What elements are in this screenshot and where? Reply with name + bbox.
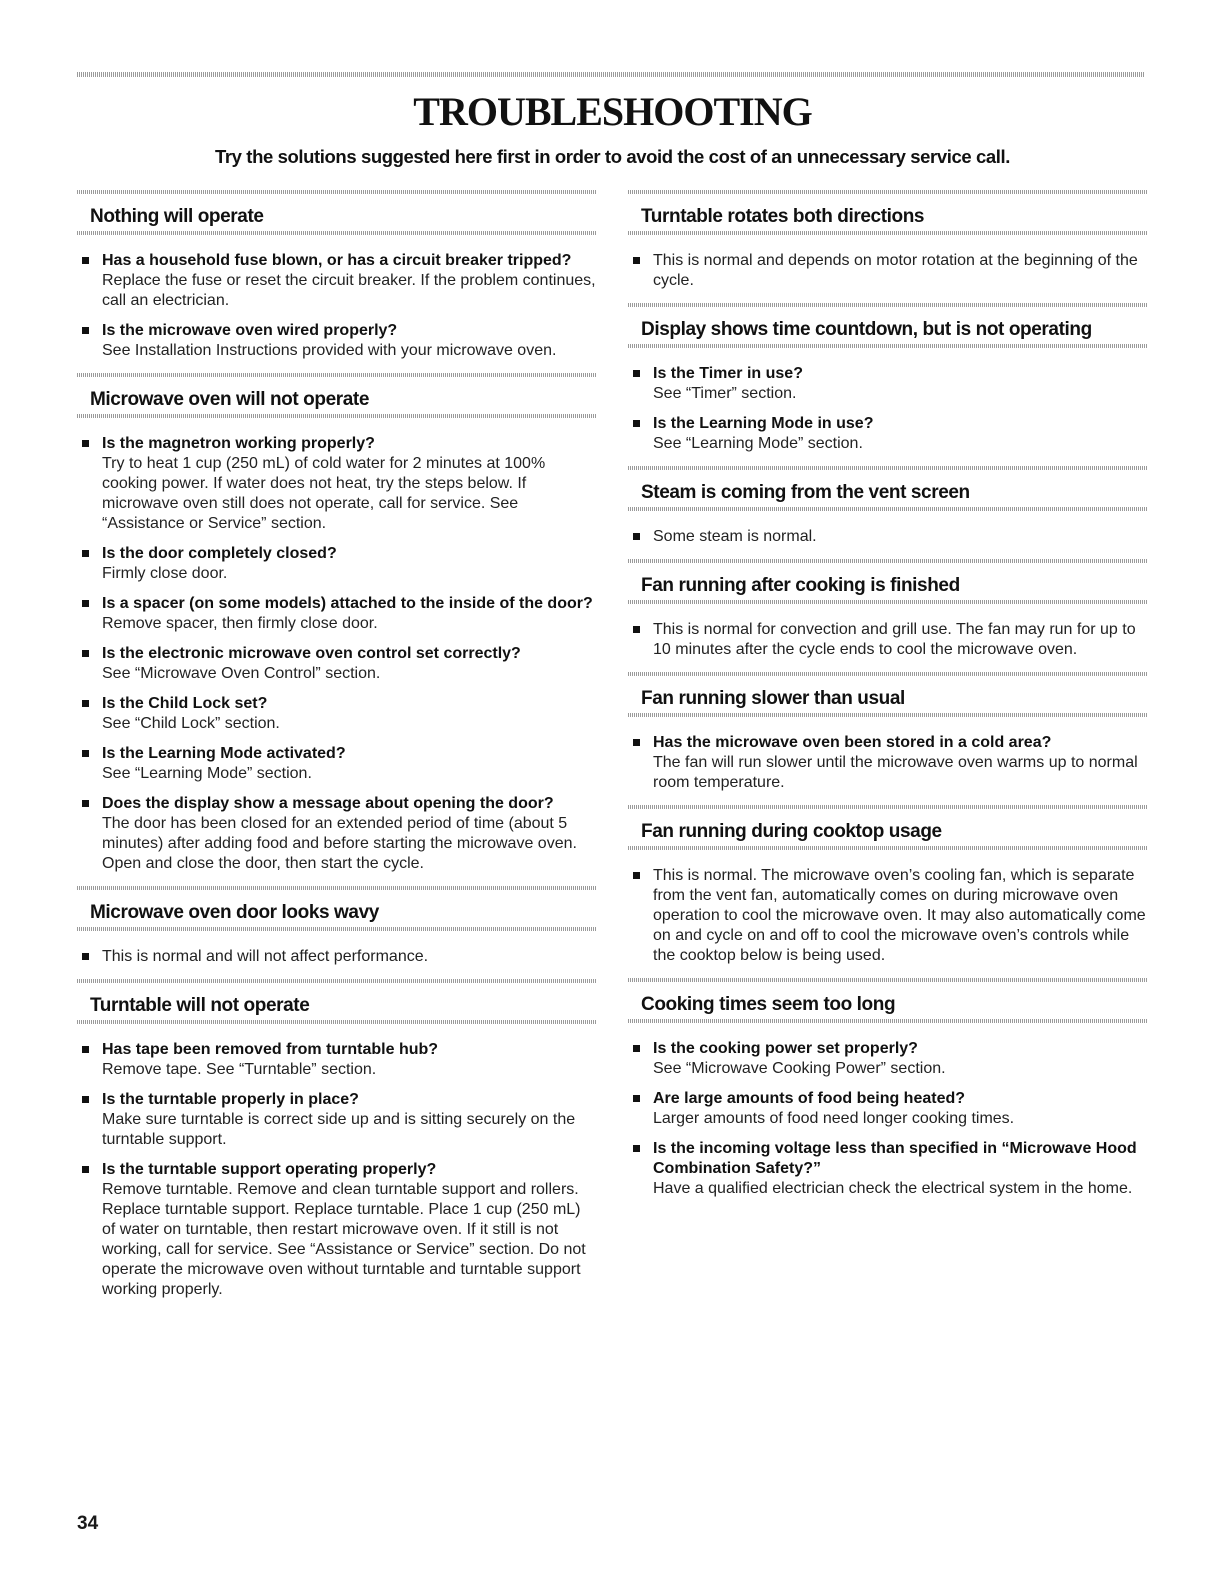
answer-text: This is normal and will not affect performance.	[102, 948, 429, 965]
section-title: Fan running after cooking is finished	[641, 575, 960, 596]
page-title: TROUBLESHOOTING	[413, 89, 812, 134]
list-item	[77, 1090, 597, 1150]
question-text: Does the display show a message about opening the door?	[102, 795, 554, 812]
square-bullet-icon	[633, 1095, 640, 1102]
item-list	[628, 604, 1148, 672]
item-list	[77, 931, 597, 979]
list-item	[628, 866, 1148, 966]
list-item	[628, 1089, 1148, 1129]
square-bullet-icon	[633, 626, 640, 633]
item-list	[77, 1024, 597, 1312]
item-list	[77, 235, 597, 373]
list-item	[77, 1160, 597, 1300]
right-column	[628, 190, 1148, 1211]
item-list	[628, 850, 1148, 978]
answer-text: See “Learning Mode” section.	[102, 765, 312, 782]
square-bullet-icon	[82, 257, 89, 264]
list-item	[628, 251, 1148, 291]
answer-text: This is normal for convection and grill use. The fan may run for up to 10 minutes after the cycle ends to cool the microwave oven.	[653, 621, 1136, 658]
troubleshooting-section	[628, 190, 1148, 303]
list-item	[77, 321, 597, 361]
square-bullet-icon	[82, 750, 89, 757]
list-item	[77, 947, 597, 967]
answer-text: See Installation Instructions provided with your microwave oven.	[102, 342, 557, 359]
question-text: Has the microwave oven been stored in a cold area?	[653, 734, 1052, 751]
troubleshooting-section	[628, 978, 1148, 1211]
answer-text: See “Microwave Oven Control” section.	[102, 665, 381, 682]
square-bullet-icon	[82, 440, 89, 447]
square-bullet-icon	[82, 1046, 89, 1053]
answer-text: The door has been closed for an extended period of time (about 5 minutes) after adding food and before starting the microwave oven. Open and close the door, then start the cycle.	[102, 815, 577, 872]
square-bullet-icon	[633, 1145, 640, 1152]
section-title: Display shows time countdown, but is not operating	[641, 319, 1092, 340]
question-text: Is a spacer (on some models) attached to the inside of the door?	[102, 595, 593, 612]
section-title: Microwave oven will not operate	[90, 389, 370, 410]
question-text: Is the cooking power set properly?	[653, 1040, 918, 1057]
list-item	[628, 414, 1148, 454]
troubleshooting-section	[628, 466, 1148, 559]
section-title: Fan running slower than usual	[641, 688, 905, 709]
question-text: Is the door completely closed?	[102, 545, 337, 562]
item-list	[628, 1023, 1148, 1211]
list-item	[77, 644, 597, 684]
item-list	[628, 348, 1148, 466]
square-bullet-icon	[82, 1096, 89, 1103]
section-title: Nothing will operate	[90, 206, 264, 227]
troubleshooting-section	[628, 559, 1148, 672]
question-text: Has tape been removed from turntable hub?	[102, 1041, 439, 1058]
answer-text: Replace the fuse or reset the circuit breaker. If the problem continues, call an electrician.	[102, 272, 596, 309]
answer-text: This is normal. The microwave oven’s cooling fan, which is separate from the vent fan, automatically comes on during microwave oven operation to cool the microwave oven. It may also automatically come on and cycle on and off to cool the microwave oven’s controls while the cooktop below is being used.	[653, 867, 1146, 964]
question-text: Is the electronic microwave oven control set correctly?	[102, 645, 521, 662]
list-item	[628, 1139, 1148, 1199]
list-item	[77, 1040, 597, 1080]
square-bullet-icon	[82, 650, 89, 657]
troubleshooting-section	[628, 805, 1148, 978]
answer-text: See “Microwave Cooking Power” section.	[653, 1060, 946, 1077]
answer-text: Some steam is normal.	[653, 528, 817, 545]
list-item	[628, 364, 1148, 404]
answer-text: Remove turntable. Remove and clean turntable support and rollers. Replace turntable support. Replace turntable. Place 1 cup (250 mL) of water on turntable, then restart microwave oven. If it still is not working, call for service. See “Assistance or Service” section. Do not operate the microwave oven without turntable and turntable support working properly.	[102, 1181, 586, 1298]
troubleshooting-section	[77, 886, 597, 979]
answer-text: Firmly close door.	[102, 565, 228, 582]
square-bullet-icon	[82, 700, 89, 707]
square-bullet-icon	[82, 800, 89, 807]
list-item	[77, 251, 597, 311]
top-rule	[77, 72, 1145, 77]
answer-text: See “Timer” section.	[653, 385, 797, 402]
question-text: Is the microwave oven wired properly?	[102, 322, 398, 339]
troubleshooting-section	[77, 979, 597, 1312]
square-bullet-icon	[82, 600, 89, 607]
square-bullet-icon	[633, 370, 640, 377]
question-text: Is the turntable properly in place?	[102, 1091, 359, 1108]
list-item	[628, 733, 1148, 793]
list-item	[628, 527, 1148, 547]
question-text: Is the turntable support operating properly?	[102, 1161, 437, 1178]
list-item	[77, 434, 597, 534]
answer-text: The fan will run slower until the microwave oven warms up to normal room temperature.	[653, 754, 1138, 791]
left-column	[77, 190, 597, 1312]
item-list	[628, 717, 1148, 805]
answer-text: Try to heat 1 cup (250 mL) of cold water for 2 minutes at 100% cooking power. If water does not heat, try the steps below. If microwave oven still does not operate, call for service. See “Assistance or Service” section.	[102, 455, 546, 532]
answer-text: See “Child Lock” section.	[102, 715, 280, 732]
section-title: Microwave oven door looks wavy	[90, 902, 379, 923]
page-subtitle: Try the solutions suggested here first in order to avoid the cost of an unnecessary service call.	[215, 146, 1010, 167]
list-item	[77, 544, 597, 584]
question-text: Is the magnetron working properly?	[102, 435, 375, 452]
section-title: Cooking times seem too long	[641, 994, 896, 1015]
list-item	[77, 694, 597, 734]
answer-text: Have a qualified electrician check the electrical system in the home.	[653, 1180, 1133, 1197]
question-text: Is the Timer in use?	[653, 365, 803, 382]
answer-text: Make sure turntable is correct side up and is sitting securely on the turntable support.	[102, 1111, 576, 1148]
question-text: Is the Learning Mode in use?	[653, 415, 874, 432]
section-title: Steam is coming from the vent screen	[641, 482, 970, 503]
list-item	[77, 594, 597, 634]
answer-text: Remove tape. See “Turntable” section.	[102, 1061, 377, 1078]
section-title: Turntable rotates both directions	[641, 206, 925, 227]
question-text: Has a household fuse blown, or has a circuit breaker tripped?	[102, 252, 572, 269]
square-bullet-icon	[633, 1045, 640, 1052]
question-text: Is the incoming voltage less than specified in “Microwave Hood Combination Safety?”	[653, 1140, 1137, 1177]
list-item	[77, 794, 597, 874]
list-item	[77, 744, 597, 784]
square-bullet-icon	[633, 872, 640, 879]
answer-text: Remove spacer, then firmly close door.	[102, 615, 378, 632]
answer-text: This is normal and depends on motor rotation at the beginning of the cycle.	[653, 252, 1138, 289]
square-bullet-icon	[82, 550, 89, 557]
question-text: Is the Learning Mode activated?	[102, 745, 346, 762]
question-text: Is the Child Lock set?	[102, 695, 268, 712]
square-bullet-icon	[82, 1166, 89, 1173]
troubleshooting-section	[77, 373, 597, 886]
answer-text: Larger amounts of food need longer cooking times.	[653, 1110, 1015, 1127]
page-number: 34	[77, 1513, 99, 1534]
square-bullet-icon	[633, 257, 640, 264]
square-bullet-icon	[633, 739, 640, 746]
square-bullet-icon	[633, 533, 640, 540]
item-list	[77, 418, 597, 886]
square-bullet-icon	[82, 327, 89, 334]
item-list	[628, 235, 1148, 303]
item-list	[628, 511, 1148, 559]
section-title: Turntable will not operate	[90, 995, 310, 1016]
question-text: Are large amounts of food being heated?	[653, 1090, 966, 1107]
troubleshooting-section	[628, 672, 1148, 805]
list-item	[628, 620, 1148, 660]
troubleshooting-section	[628, 303, 1148, 466]
square-bullet-icon	[633, 420, 640, 427]
answer-text: See “Learning Mode” section.	[653, 435, 863, 452]
section-title: Fan running during cooktop usage	[641, 821, 942, 842]
list-item	[628, 1039, 1148, 1079]
troubleshooting-section	[77, 190, 597, 373]
square-bullet-icon	[82, 953, 89, 960]
